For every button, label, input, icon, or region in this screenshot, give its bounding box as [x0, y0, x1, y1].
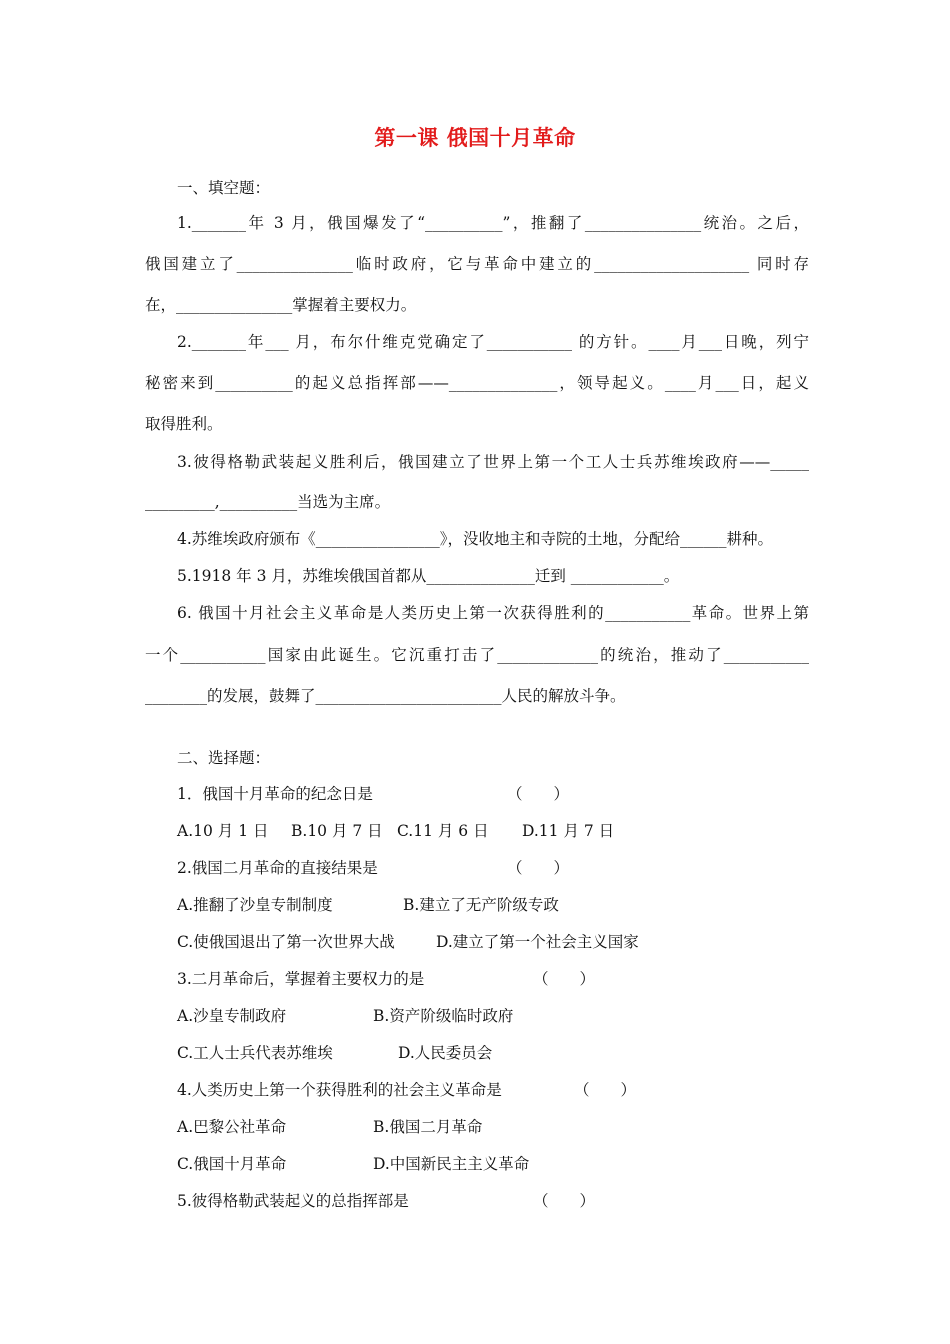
option-a: A.10 月 1 日	[177, 822, 269, 840]
answer-paren: （ ）	[507, 859, 570, 877]
option-a: A.巴黎公社革命	[177, 1118, 287, 1136]
option-c: C.俄国十月革命	[177, 1155, 287, 1173]
option-c: C.工人士兵代表苏维埃	[177, 1044, 333, 1062]
option-c: C.使俄国退出了第一次世界大战	[177, 933, 395, 951]
fill-blank-line: 秘密来到__________的起义总指挥部——______________，领导起义。____月___日，起义	[145, 374, 809, 392]
answer-paren: （ ）	[574, 1081, 637, 1099]
option-b: B.10 月 7 日	[291, 822, 383, 840]
answer-paren: （ ）	[507, 785, 570, 803]
option-b: B.资产阶级临时政府	[373, 1007, 514, 1025]
fill-blank-line: _________,__________当选为主席。	[145, 493, 391, 511]
question-stem: 1．俄国十月革命的纪念日是	[177, 785, 373, 803]
fill-blank-line: 5.1918 年 3 月，苏维埃俄国首都从______________迁到 ____________。	[177, 567, 680, 585]
fill-blank-heading: 一、填空题：	[177, 179, 271, 197]
page-title: 第一课 俄国十月革命	[374, 125, 576, 150]
question-stem: 5.彼得格勒武装起义的总指挥部是	[177, 1192, 409, 1210]
fill-blank-line: 6. 俄国十月社会主义革命是人类历史上第一次获得胜利的___________革命。世界上第	[177, 604, 809, 622]
fill-blank-line: 2._______年___ 月，布尔什维克党确定了___________ 的方针。____月___日晚，列宁	[177, 333, 809, 351]
option-a: A.沙皇专制政府	[177, 1007, 287, 1025]
fill-blank-line: 在，_______________掌握着主要权力。	[145, 296, 417, 314]
option-a: A.推翻了沙皇专制制度	[177, 896, 333, 914]
option-b: B.俄国二月革命	[373, 1118, 483, 1136]
fill-blank-line: 一个___________国家由此诞生。它沉重打击了_____________的统治，推动了___________	[145, 646, 809, 664]
question-stem: 4.人类历史上第一个获得胜利的社会主义革命是	[177, 1081, 502, 1099]
answer-paren: （ ）	[533, 970, 596, 988]
fill-blank-line: 俄国建立了_______________临时政府，它与革命中建立的____________________ 同时存	[145, 255, 809, 273]
fill-blank-line: 3.彼得格勒武装起义胜利后，俄国建立了世界上第一个工人士兵苏维埃政府——_____	[177, 453, 809, 471]
option-d: D.11 月 7 日	[522, 822, 615, 840]
answer-paren: （ ）	[533, 1192, 596, 1210]
question-stem: 3.二月革命后，掌握着主要权力的是	[177, 970, 425, 988]
choice-heading: 二、选择题：	[177, 749, 271, 767]
fill-blank-line: 取得胜利。	[145, 415, 223, 433]
fill-blank-line: 1._______年 3 月，俄国爆发了“__________”，推翻了_______________统治。之后，	[177, 214, 809, 232]
question-stem: 2.俄国二月革命的直接结果是	[177, 859, 378, 877]
option-d: D.中国新民主主义革命	[373, 1155, 530, 1173]
fill-blank-line: ________的发展，鼓舞了________________________人民的解放斗争。	[145, 687, 626, 705]
option-d: D.人民委员会	[398, 1044, 493, 1062]
option-c: C.11 月 6 日	[397, 822, 489, 840]
option-d: D.建立了第一个社会主义国家	[436, 933, 639, 951]
fill-blank-line: 4.苏维埃政府颁布《________________》，没收地主和寺院的土地，分配给______耕种。	[177, 530, 774, 548]
option-b: B.建立了无产阶级专政	[403, 896, 559, 914]
